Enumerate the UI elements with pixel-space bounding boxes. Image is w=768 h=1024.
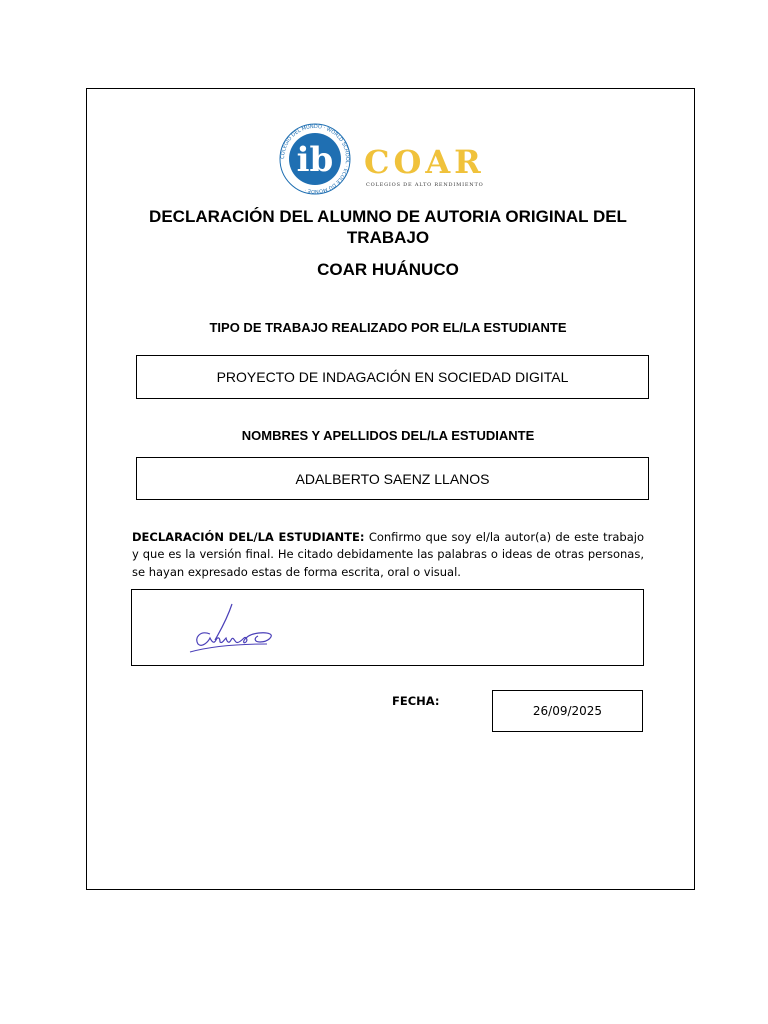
ib-ring-text: COLEGIO DEL MUNDO · WORLD SCHOOL · ÉCOLE DU MONDE · xyxy=(279,123,351,195)
date-value: 26/09/2025 xyxy=(532,704,603,718)
student-name-value: ADALBERTO SAENZ LLANOS xyxy=(295,470,490,487)
ib-logo xyxy=(276,123,354,195)
date-label: FECHA: xyxy=(392,694,440,708)
declaration-label: DECLARACIÓN DEL/LA ESTUDIANTE: xyxy=(132,529,365,544)
coar-tagline: COLEGIOS DE ALTO RENDIMIENTO xyxy=(366,182,484,188)
work-type-field xyxy=(136,355,649,399)
work-type-label: TIPO DE TRABAJO REALIZADO POR EL/LA ESTUDIANTE xyxy=(209,320,567,335)
ib-letters: ib xyxy=(296,140,334,180)
declaration-paragraph xyxy=(132,529,644,582)
coar-wordmark: COAR xyxy=(364,143,485,181)
student-name-label: NOMBRES Y APELLIDOS DEL/LA ESTUDIANTE xyxy=(241,428,535,443)
signature-box xyxy=(131,589,644,666)
declaration-text: Confirmo que soy el/la autor(a) de este trabajo y que es la versión final. He citado debidamente las palabras o ideas de otras personas, se hayan expresado estas de forma escrita, oral o visual. xyxy=(132,529,645,579)
student-name-field xyxy=(136,457,649,500)
date-field xyxy=(492,690,643,732)
school-name: COAR HUÁNUCO xyxy=(317,260,459,279)
document-title: DECLARACIÓN DEL ALUMNO DE AUTORIA ORIGINAL DEL TRABAJO xyxy=(149,207,627,247)
work-type-value: PROYECTO DE INDAGACIÓN EN SOCIEDAD DIGITAL xyxy=(216,369,569,385)
coar-logo xyxy=(364,145,498,190)
header-logos xyxy=(272,120,502,198)
signature-image xyxy=(182,596,292,656)
